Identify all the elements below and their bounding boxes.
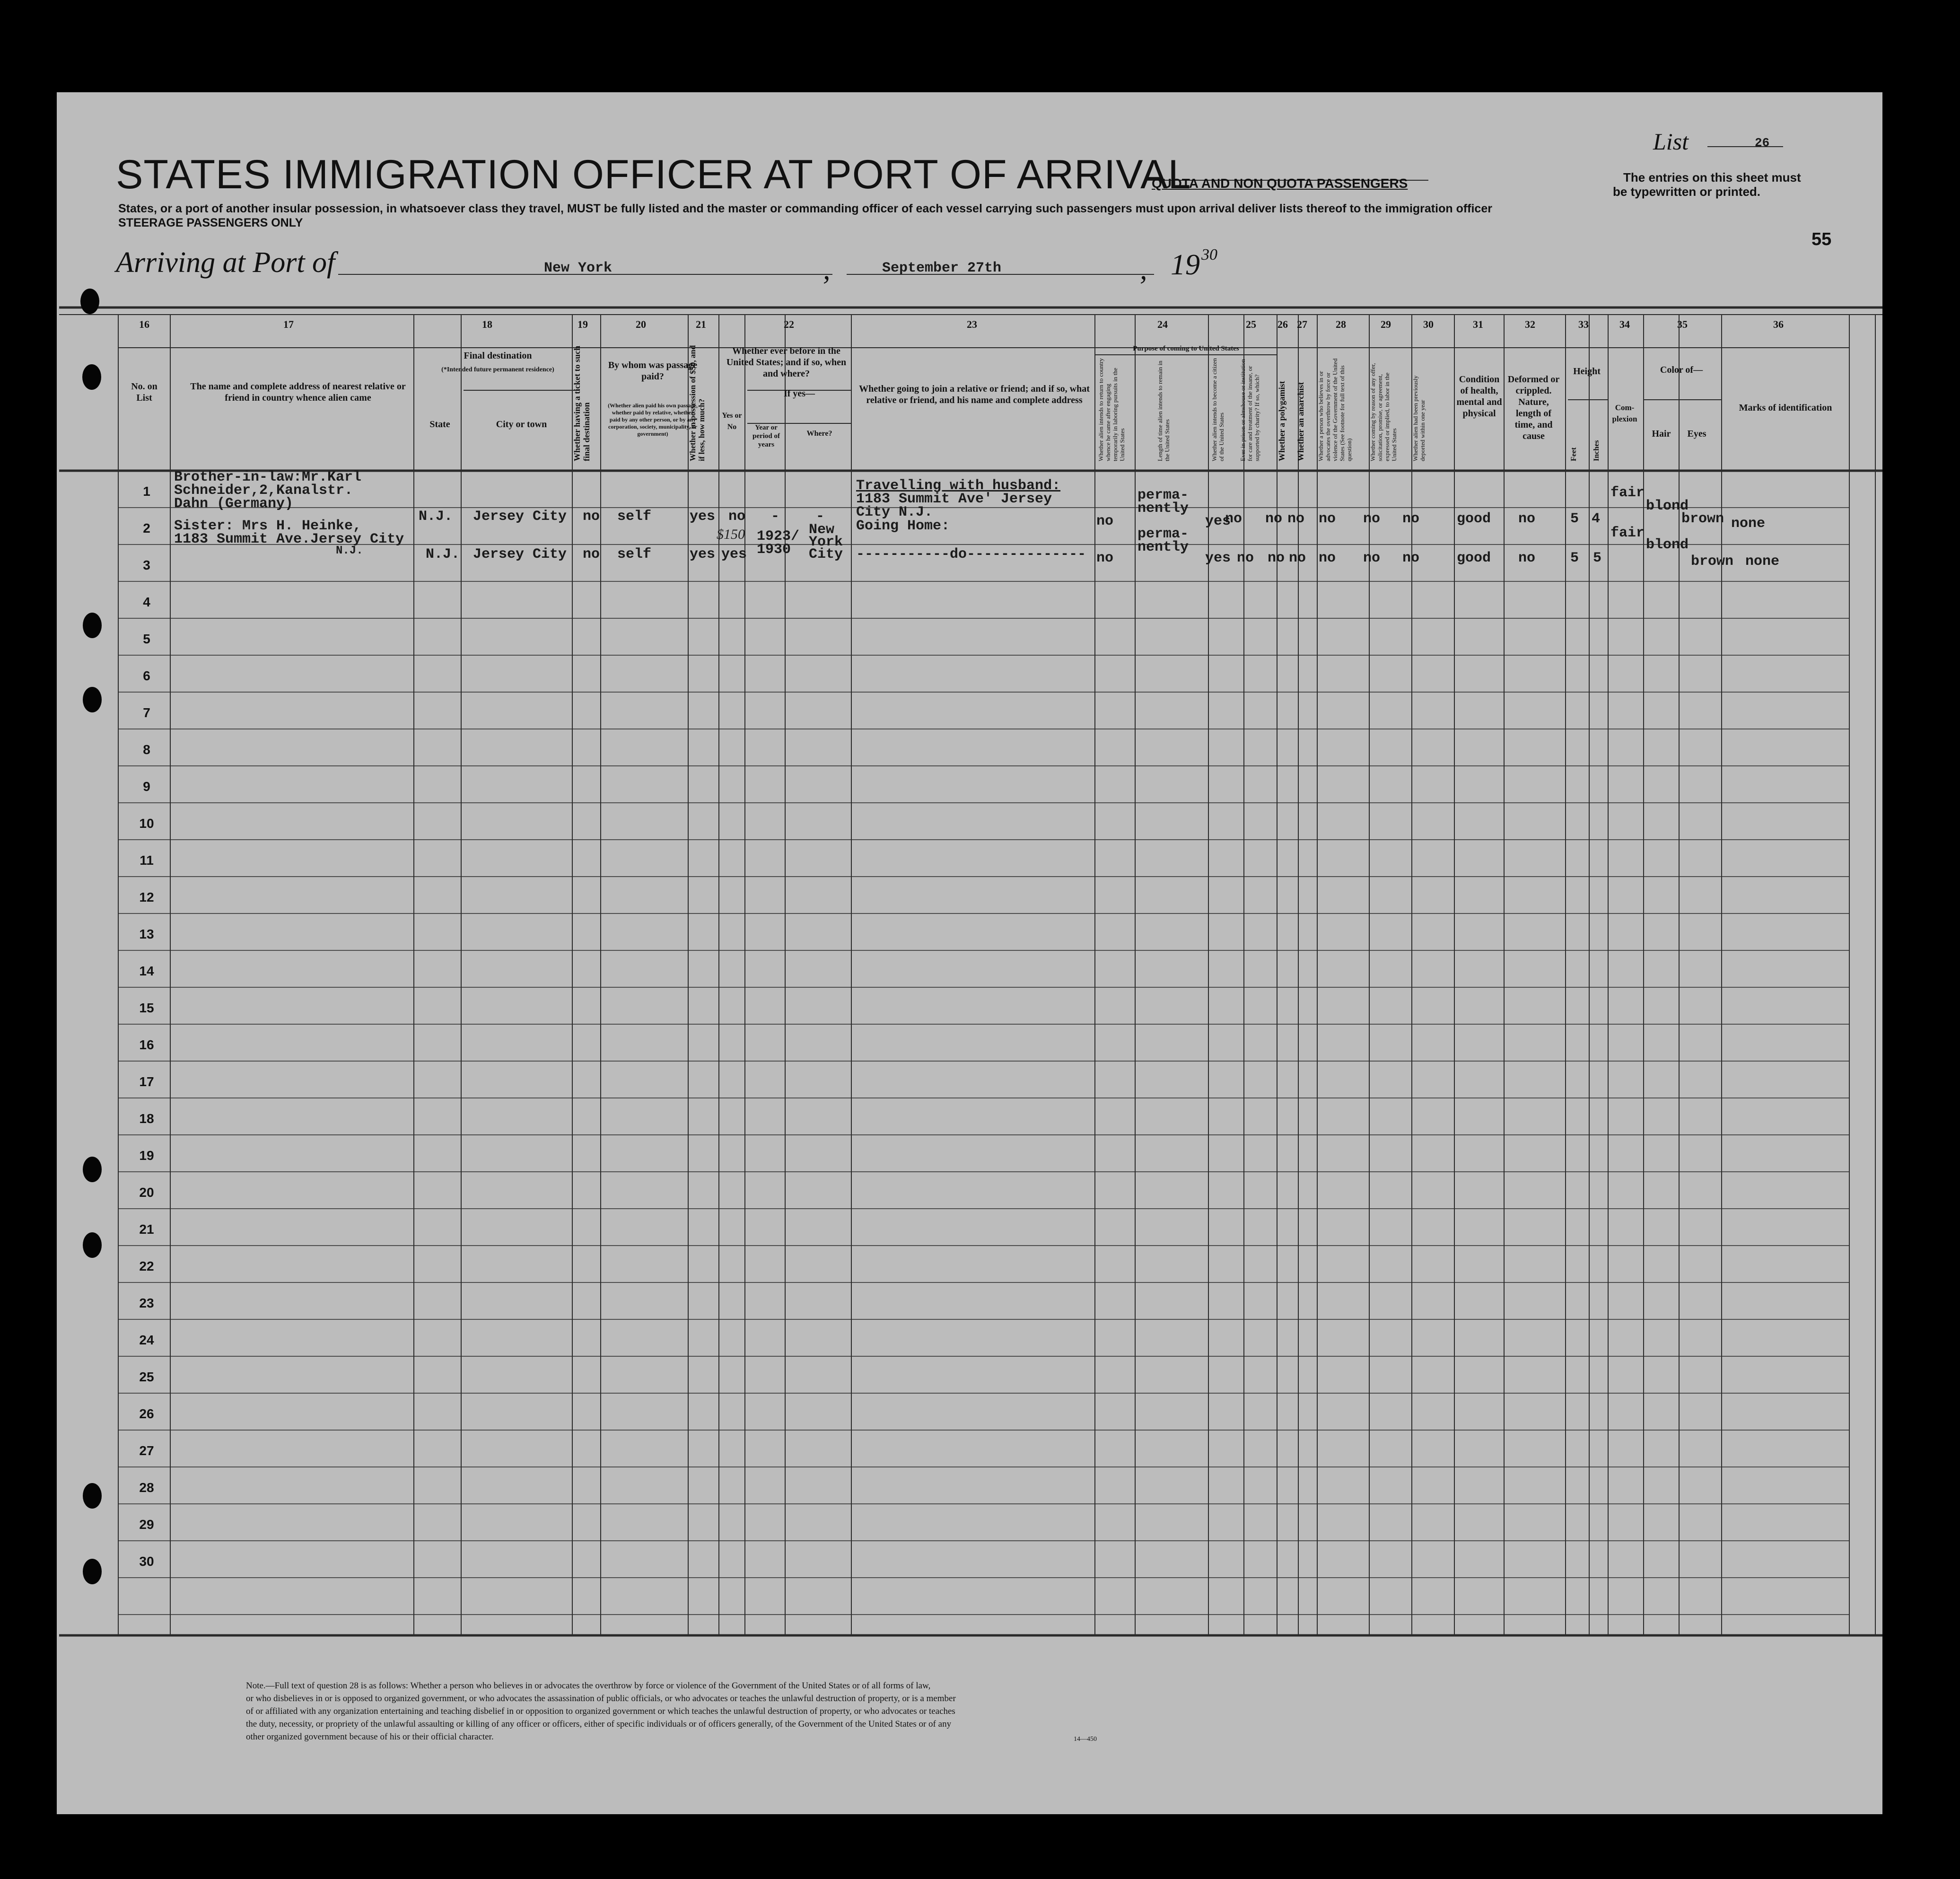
header-health: Condition of health, mental and physical (1456, 374, 1502, 419)
column-number: 25 (1246, 318, 1256, 330)
row2-c29: no (1363, 550, 1381, 566)
row-number: 16 (139, 1037, 154, 1052)
row-number: 21 (139, 1222, 154, 1237)
row2-state: N.J. (426, 546, 460, 562)
punch-hole (82, 364, 101, 390)
header-ever-before: Whether ever before in the United States; and if so, when and where? (726, 346, 847, 379)
row-number: 3 (143, 558, 150, 572)
form-title: STATES IMMIGRATION OFFICER AT PORT OF ARRIVAL (116, 152, 1191, 197)
row1-eyes: brown (1681, 511, 1724, 527)
row2-years: 1923/ (757, 528, 800, 544)
header-col-25: Ever in prison or almshouse or institution for care and treatment of the insane, or supported by charity? If so, which? (1239, 359, 1260, 461)
punch-hole (83, 1483, 102, 1509)
row1-hair: blond (1646, 498, 1689, 514)
row2-where: York (809, 534, 843, 550)
row-number: 27 (139, 1443, 154, 1458)
row1-where: - (816, 509, 825, 525)
row1-c26: no (1265, 511, 1283, 527)
header-col-28: Whether a person who believes in or advocates the overthrow by force or violence of the Government of the United States (See footnote for full text of this question) (1317, 358, 1353, 461)
row2-citizen: yes (1205, 550, 1231, 566)
column-number: 36 (1773, 318, 1784, 330)
row1-inches: 4 (1592, 511, 1601, 527)
header-anarchist: Whether an anarchist (1296, 382, 1305, 461)
row1-feet: 5 (1570, 511, 1579, 527)
header-purpose-length: Length of time alien intends to remain in the United States (1156, 360, 1171, 461)
row1-state: N.J. (419, 509, 453, 525)
row2-where: City (809, 546, 843, 562)
row1-length: nently (1138, 500, 1189, 517)
row1-joining: City N.J. (856, 504, 933, 520)
comma: , (1140, 254, 1147, 286)
column-number: 27 (1297, 318, 1307, 330)
column-number: 16 (139, 318, 149, 330)
row2-c30: no (1402, 550, 1420, 566)
column-number: 33 (1578, 318, 1589, 330)
column-number: 26 (1278, 318, 1288, 330)
column-number: 23 (967, 318, 977, 330)
header-joining: Whether going to join a relative or friend; and if so, what relative or friend, and his name and complete address (859, 384, 1090, 405)
row2-where: New (809, 522, 835, 538)
header-eyes: Eyes (1687, 429, 1706, 439)
row2-complexion: fair (1610, 525, 1645, 541)
port-value: New York (544, 260, 612, 276)
row2-c26: no (1268, 550, 1285, 566)
row2-handwritten-money: $150 (717, 527, 745, 542)
row-number: 12 (139, 890, 154, 904)
header-if-yes: If yes— (783, 388, 815, 399)
header-polygamist: Whether a polygamist (1277, 381, 1286, 461)
column-number: 30 (1423, 318, 1434, 330)
header-height: Height (1573, 366, 1601, 377)
punch-hole (83, 687, 102, 712)
typewritten-note: The entries on this sheet must (1623, 170, 1801, 184)
row2-city: Jersey City (473, 546, 567, 562)
header-deformed: Deformed or crippled. Nature, length of time, and cause (1507, 374, 1560, 441)
row1-ever-before: no (728, 509, 746, 525)
column-number: 34 (1619, 318, 1630, 330)
list-number: 26 (1755, 136, 1770, 150)
steerage-label: STEERAGE PASSENGERS ONLY (118, 216, 303, 229)
punch-hole (83, 1559, 102, 1584)
row2-joining: Going Home: (856, 518, 950, 534)
header-city: City or town (496, 419, 547, 430)
row-number: 17 (139, 1074, 154, 1089)
row1-relative: Schneider,2,Kanalstr. (174, 483, 353, 499)
row2-marks: none (1745, 553, 1780, 570)
header-complexion: Com- plexion (1612, 403, 1637, 423)
header-final-destination-sub: (*Intended future permanent residence) (441, 366, 554, 373)
row2-c28: no (1319, 550, 1336, 566)
row-number: 29 (139, 1517, 154, 1532)
comma: , (823, 254, 831, 286)
header-nearest-relative: The name and complete address of nearest relative or friend in country whence alien came (190, 381, 406, 403)
row2-health: good (1457, 550, 1491, 566)
row1-relative: Brother-in-law:Mr.Karl (174, 469, 362, 485)
row-number: 23 (139, 1296, 154, 1310)
row1-citizen: yes (1205, 513, 1231, 529)
footnote-line: of or affiliated with any organization entertaining and teaching disbelief in or opposition to organized government or which teaches the unlawful destruction of property, or who advocates or teaches (246, 1706, 955, 1716)
header-passage-paid: By whom was passage paid? (608, 360, 698, 382)
row1-health: good (1457, 511, 1491, 527)
row2-feet: 5 (1570, 550, 1579, 566)
row-number: 14 (139, 964, 154, 978)
row1-marks: none (1731, 516, 1766, 532)
row1-complexion: fair (1610, 485, 1645, 501)
row1-c29: no (1363, 511, 1381, 527)
row1-money: yes (690, 509, 716, 525)
row-number: 13 (139, 927, 154, 941)
column-number: 28 (1336, 318, 1346, 330)
footnote-line: Note.—Full text of question 28 is as follows: Whether a person who believes in or advocates the overthrow by force or violence of the Government of the United States or of all forms of law, (246, 1681, 931, 1691)
row2-hair: blond (1646, 537, 1689, 553)
row1-c28: no (1319, 511, 1336, 527)
column-number: 31 (1473, 318, 1483, 330)
column-number: 24 (1157, 318, 1168, 330)
row1-joining: 1183 Summit Ave' Jersey (856, 491, 1052, 507)
header-col-29: Whether coming by reason of any offer, solicitation, promise, or agreement, expressed or implied, to labor in the United States (1369, 363, 1398, 461)
column-number: 18 (482, 318, 492, 330)
year-prefix: 19 (1171, 249, 1200, 281)
header-ticket: Whether having a ticket to such final destination (572, 345, 591, 461)
quota-label: QUOTA AND NON QUOTA PASSENGERS (1152, 176, 1408, 191)
row-number: 26 (139, 1406, 154, 1421)
row-number: 20 (139, 1185, 154, 1200)
footnote-line: other organized government because of his or their official character. (246, 1732, 494, 1742)
row-number: 25 (139, 1370, 154, 1384)
year-suffix: 30 (1201, 246, 1217, 263)
row1-relative: Dahn (Germany) (174, 496, 294, 512)
row2-joining: -----------do-------------- (856, 546, 1086, 562)
column-number: 22 (784, 318, 794, 330)
row2-deformed: no (1518, 550, 1536, 566)
manifest-sheet (57, 92, 1882, 1814)
column-number: 20 (636, 318, 646, 330)
row-number: 6 (143, 668, 150, 683)
row-number: 9 (143, 779, 150, 794)
row-number: 22 (139, 1259, 154, 1273)
column-number: 35 (1677, 318, 1688, 330)
header-purpose-citizen: Whether alien intends to become a citizen of the United States (1211, 358, 1225, 461)
row2-inches: 5 (1593, 550, 1602, 566)
header-final-destination: Final destination (464, 351, 532, 361)
footnote-line: or who disbelieves in or is opposed to organized government, or who advocates the assassination of public officials, or who advocates or teaches the unlawful destruction of property, or is a member (246, 1694, 956, 1703)
row-number: 5 (143, 632, 150, 646)
form-number: 14—450 (1074, 1736, 1097, 1743)
row-number: 28 (139, 1480, 154, 1495)
row1-years: - (771, 509, 780, 525)
header-hair: Hair (1652, 429, 1671, 439)
row2-eyes: brown (1691, 553, 1734, 570)
page-number: 55 (1811, 229, 1832, 249)
punch-hole (83, 1157, 102, 1182)
header-possession-50: Whether in possession of $50, and if less, how much? (688, 345, 706, 461)
list-label: List (1653, 128, 1689, 155)
header-yes-no: Yes or No (722, 412, 742, 431)
instruction-text: States, or a port of another insular possession, in whatsoever class they travel, MUST be fully listed and the master or commanding officer of each vessel carrying such passengers must upon arrival deliver lists thereof to the immigration officer (118, 202, 1492, 215)
header-purpose: Purpose of coming to United States (1133, 345, 1239, 352)
column-number: 21 (696, 318, 706, 330)
row-number: 7 (143, 705, 150, 720)
row1-joining: Travelling with husband: (856, 478, 1061, 494)
row-number: 10 (139, 816, 154, 831)
row2-relative: 1183 Summit Ave.Jersey City (174, 531, 404, 547)
row-number: 24 (139, 1333, 154, 1347)
row-number: 19 (139, 1148, 154, 1163)
row2-paid-by: self (617, 546, 652, 562)
header-marks: Marks of identification (1739, 403, 1832, 413)
row2-years: 1930 (757, 542, 791, 558)
row-number: 2 (143, 521, 150, 536)
header-purpose-return: Whether alien intends to return to country whence he came after engaging temporarily in laboring pursuits in the United States (1097, 358, 1126, 461)
punch-hole (80, 289, 99, 314)
header-inches: Inches (1592, 440, 1601, 461)
punch-hole (83, 1232, 102, 1258)
row2-relative: Sister: Mrs H. Heinke, (174, 518, 362, 534)
header-color-of: Color of— (1660, 365, 1703, 375)
row2-length: nently (1138, 539, 1189, 555)
arriving-label: Arriving at Port of (116, 246, 335, 279)
header-passage-paid-sub: (Whether alien paid his own passage, whether paid by relative, whether paid by any other person, or by any corporation, society, municipality, or government) (608, 402, 698, 437)
header-state: State (429, 419, 450, 430)
row1-return: no (1096, 513, 1114, 529)
row1-city: Jersey City (473, 509, 567, 525)
row2-c25: no (1237, 550, 1254, 566)
form-grid (57, 92, 1882, 1814)
row2-return: no (1096, 550, 1114, 566)
typewritten-note: be typewritten or printed. (1613, 184, 1761, 199)
row1-paid-by: self (617, 509, 652, 525)
row1-length: perma- (1138, 487, 1189, 503)
row-number: 18 (139, 1111, 154, 1126)
row1-deformed: no (1518, 511, 1536, 527)
column-number: 29 (1381, 318, 1391, 330)
row-number: 30 (139, 1554, 154, 1569)
footnote-line: the duty, necessity, or propriety of the unlawful assaulting or killing of any officer or officers, either of specific individuals or of officers generally, of the Government of the United States or of any (246, 1719, 952, 1729)
row-number: 15 (139, 1001, 154, 1015)
row-number: 11 (140, 853, 154, 868)
row-number: 4 (143, 595, 150, 609)
row1-c25: no (1225, 511, 1242, 527)
header-feet: Feet (1570, 447, 1578, 461)
row2-ticket: no (583, 546, 600, 562)
row1-c30: no (1402, 511, 1420, 527)
row2-relative: N.J. (336, 544, 363, 557)
column-number: 32 (1525, 318, 1535, 330)
punch-hole (83, 613, 102, 638)
row2-ever-before: yes (721, 546, 747, 562)
column-number: 17 (283, 318, 294, 330)
header-no-on-list: No. on List (131, 381, 158, 403)
column-number: 19 (578, 318, 588, 330)
header-year-period: Year or period of years (752, 424, 780, 448)
row1-c27: no (1287, 511, 1305, 527)
row2-c27: no (1289, 550, 1306, 566)
header-col-30: Whether alien had been previously deported within one year (1412, 375, 1426, 461)
row2-money: yes (690, 546, 716, 562)
row-number: 8 (143, 742, 150, 757)
row1-ticket: no (583, 509, 600, 525)
row-number: 1 (143, 484, 150, 499)
header-where: Where? (806, 430, 832, 438)
row2-length: perma- (1138, 526, 1189, 542)
date-value: September 27th (882, 260, 1002, 276)
